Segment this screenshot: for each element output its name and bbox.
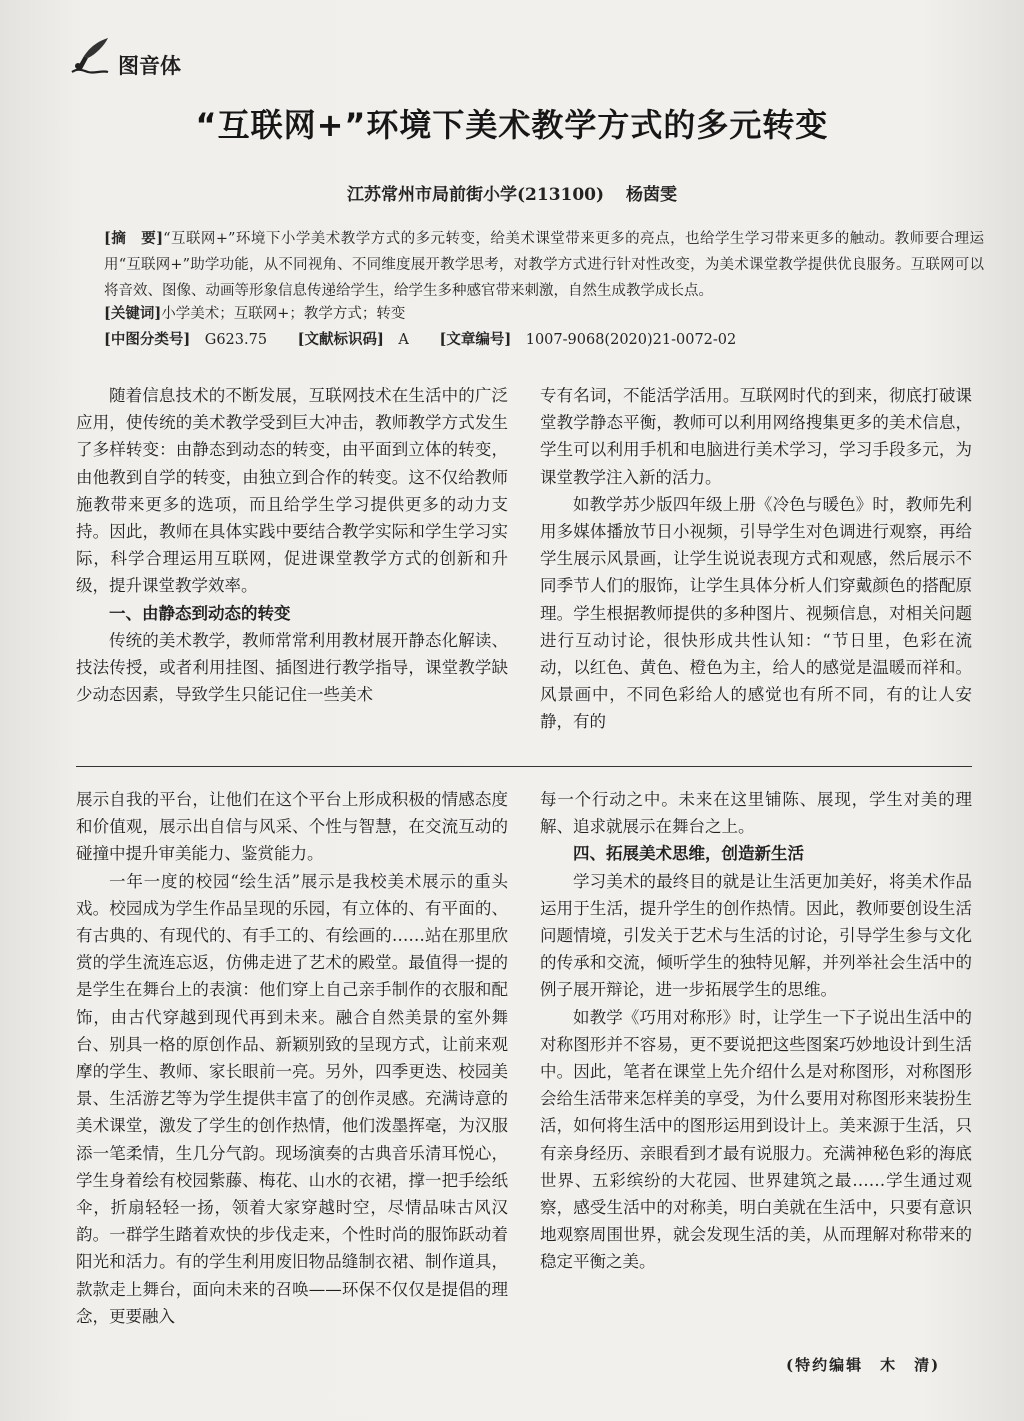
article-title: “互联网+”环境下美术教学方式的多元转变 bbox=[195, 106, 829, 144]
article-no-label: [文章编号] bbox=[439, 331, 512, 348]
column-right-bottom bbox=[540, 786, 972, 1276]
body-paragraph: 如教学苏少版四年级上册《冷色与暖色》时，教师先利用多媒体播放节日小视频，引导学生对色调进行观察，再给学生展示风景画，让学生说说表现方式和观感，然后展示不同季节人们的服饰，让学生具体分析人们穿戴颜色的搭配原理。学生根据教师提供的多种图片、视频信息，对相关问题进行互动讨论，很快形成共性认知：“节日里，色彩在流动，以红色、黄色、橙色为主，给人的感觉是温暖而祥和。风景画中，不同色彩给人的感觉也有所不同，有的让人安静，有的 bbox=[540, 494, 972, 732]
abstract-label: [摘 要] bbox=[104, 230, 164, 247]
section-title: 图音体 bbox=[118, 54, 181, 78]
column-left-bottom bbox=[76, 786, 508, 1330]
section-heading: 四、拓展美术思维，创造新生活 bbox=[573, 844, 804, 864]
body-paragraph: 每一个行动之中。未来在这里铺陈、展现，学生对美的理解、追求就展示在舞台之上。 bbox=[540, 790, 972, 837]
column-right-top bbox=[540, 382, 972, 736]
abstract-text: “互联网+”环境下小学美术教学方式的多元转变，给美术课堂带来更多的亮点，也给学生学习带来更多的触动。教师要合理运用“互联网+”助学功能，从不同视角、不同维度展开教学思考，对教学方式进行针对性改变，为美术课堂教学提供优良服务。互联网可以将音效、图像、动画等形象信息传递给学生，给学生多种感官带来刺激，自然生成教学成长点。 bbox=[104, 231, 984, 299]
keywords-text: 小学美术；互联网+；教学方式；转变 bbox=[161, 306, 406, 322]
section-divider bbox=[76, 766, 972, 767]
body-paragraph: 展示自我的平台，让他们在这个平台上形成积极的情感态度和价值观，展示出自信与风采、个性与智慧，在交流互动的碰撞中提升审美能力、鉴赏能力。 bbox=[76, 790, 508, 864]
section-heading: 一、由静态到动态的转变 bbox=[109, 603, 291, 623]
body-paragraph: 学习美术的最终目的就是让生活更加美好，将美术作品运用于生活，提升学生的创作热情。因此，教师要创设生活问题情境，引发关于艺术与生活的讨论，引导学生参与文化的传承和交流，倾听学生的独特见解，并列举社会生活中的例子展开辩论，进一步拓展学生的思维。 bbox=[540, 871, 972, 1000]
column-left-top bbox=[76, 382, 508, 708]
body-paragraph: 如教学《巧用对称形》时，让学生一下子说出生活中的对称图形并不容易，更不要说把这些图案巧妙地设计到生活中。因此，笔者在课堂上先介绍什么是对称图形，对称图形会给生活带来怎样美的享受，为什么要用对称图形来装扮生活，如何将生活中的图形运用到设计上。美来源于生活，只有亲身经历、亲眼看到才最有说服力。充满神秘色彩的海底世界、五彩缤纷的大花园、世界建筑之最……学生通过观察，感受生活中的对称美，明白美就在生活中，只要有意识地观察周围世界，就会发现生活的美，从而理解对称带来的稳定平衡之美。 bbox=[540, 1007, 972, 1272]
keywords-label: [关键词] bbox=[104, 305, 162, 322]
abstract bbox=[104, 226, 984, 304]
author-line bbox=[0, 180, 1024, 205]
keywords bbox=[104, 302, 984, 326]
clc-label: [中图分类号] bbox=[104, 331, 191, 348]
author-name: 杨茵雯 bbox=[625, 185, 677, 205]
body-paragraph: 一年一度的校园“绘生活”展示是我校美术展示的重头戏。校园成为学生作品呈现的乐园，有立体的、有平面的、有古典的、有现代的、有手工的、有绘画的……站在那里欣赏的学生流连忘返，仿佛走进了艺术的殿堂。最值得一提的是学生在舞台上的表演：他们穿上自己亲手制作的衣服和配饰，由古代穿越到现代再到未来。融合自然美景的室外舞台、别具一格的原创作品、新颖别致的呈现方式，让前来观摩的学生、教师、家长眼前一亮。另外，四季更迭、校园美景、生活游艺等为学生提供丰富了的创作灵感。充满诗意的美术课堂，激发了学生的创作热情，他们泼墨挥毫，为汉服添一笔柔情，生几分气韵。现场演奏的古典音乐清耳悦心，学生身着绘有校园紫藤、梅花、山水的衣裙，撑一把手绘纸伞，折扇轻轻一扬，领着大家穿越时空，尽情品味古风汉韵。一群学生踏着欢快的步伐走来，个性时尚的服饰跃动着阳光和活力。有的学生利用废旧物品缝制衣裙、制作道具，款款走上舞台，面向未来的召唤——环保不仅仅是提倡的理念，更要融入 bbox=[76, 871, 508, 1326]
body-paragraph: 传统的美术教学，教师常常利用教材展开静态化解读、技法传授，或者利用挂图、插图进行教学指导，课堂教学缺少动态因素，导致学生只能记住一些美术 bbox=[76, 630, 508, 705]
doc-code-value: A bbox=[398, 332, 409, 348]
body-paragraph: 随着信息技术的不断发展，互联网技术在生活中的广泛应用，使传统的美术教学受到巨大冲击，教师教学方式发生了多样转变：由静态到动态的转变，由平面到立体的转变，由他教到自学的转变，由独立到合作的转变。这不仅给教师施教带来更多的选项，而且给学生学习提供更多的动力支持。因此，教师在具体实践中要结合教学实际和学生学习实际，科学合理运用互联网，促进课堂教学方式的创新和升级，提升课堂教学效率。 bbox=[76, 386, 508, 596]
article-no-value: 1007-9068(2020)21-0072-02 bbox=[525, 332, 737, 348]
body-paragraph: 专有名词，不能活学活用。互联网时代的到来，彻底打破课堂教学静态平衡，教师可以利用网络搜集更多的美术信息，学生可以利用手机和电脑进行美术学习，学习手段多元，为课堂教学注入新的活力。 bbox=[540, 386, 972, 487]
classification-row bbox=[104, 328, 984, 352]
clc-value: G623.75 bbox=[204, 332, 268, 348]
affiliation: 江苏常州市局前街小学(213100) bbox=[347, 185, 605, 205]
doc-code-label: [文献标识码] bbox=[297, 331, 384, 348]
quill-pen-icon bbox=[68, 34, 112, 78]
editor-note: (特约编辑 木 清) bbox=[786, 1356, 941, 1374]
